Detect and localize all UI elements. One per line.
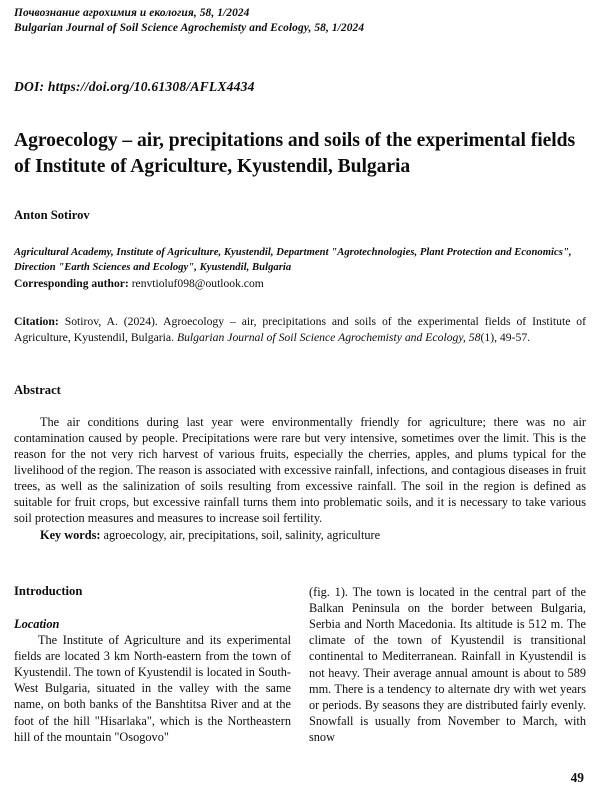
running-head <box>14 6 586 36</box>
article-title: Agroecology – air, precipitations and soils of the experimental fields of Institute of Agriculture, Kyustendil, Bulgaria <box>14 130 576 178</box>
column-left <box>14 584 291 746</box>
citation-block <box>14 314 586 345</box>
subsection-heading-location: Location <box>14 616 60 631</box>
running-head-cyrillic: Почвознание агрохимия и екология, 58, 1/2024 <box>14 7 250 19</box>
column-right <box>309 584 586 746</box>
citation-label: Citation: <box>14 315 59 329</box>
keywords-label: Key words: <box>40 528 101 543</box>
section-heading-introduction: Introduction <box>14 583 83 598</box>
body-columns <box>14 584 586 746</box>
keywords-value: agroecology, air, precipitations, soil, salinity, agriculture <box>103 528 381 543</box>
corresponding-author-email[interactable]: renvtioluf098@outlook.com <box>131 277 264 291</box>
author-affiliation: Agricultural Academy, Institute of Agriculture, Kyustendil, Department "Agrotechnologies, Plant Protection and Economics", Direction "Earth Sciences and Ecology", Kyustendil, Bulgaria <box>14 247 572 273</box>
corresponding-author-label: Corresponding author: <box>14 277 129 291</box>
keywords-line <box>14 527 586 543</box>
citation-journal: Bulgarian Journal of Soil Science Agrochemisty and Ecology, 58 <box>176 330 481 344</box>
intro-paragraph-left: The Institute of Agriculture and its experimental fields are located 3 km North-eastern from the town of Kyustendil. The town of Kyustendil is located in South-West Bulgaria, situated in the valley with the same name, on both banks of the Banshtitsa River and at the foot of the hill "Hisarlaka", which is the Northeastern hill of the mountain "Osogovo" <box>14 632 291 744</box>
page-number: 49 <box>570 770 584 785</box>
doi-line[interactable]: DOI: https://doi.org/10.61308/AFLX4434 <box>14 79 255 95</box>
abstract-text: The air conditions during last year were environmentally friendly for agriculture; there was no air contamination caused by people. Precipitations were rare but very intensive, sometimes over the limit. This is the reason for the not very rich harvest of various fruits, especially the cherries, apples, and plums typical for the livelihood of the region. The reason is associated with excessive rainfall, infections, and contagious diseases in fruit trees, as well as the salinization of soils resulting from excessive rainfall. The soil in the region is defined as suitable for fruit crops, but excessive rainfall turns them into problematic soils, and it is necessary to take various soil protection measures and measures to increase soil fertility. <box>14 414 586 526</box>
author-name: Anton Sotirov <box>14 208 90 223</box>
intro-paragraph-right: (fig. 1). The town is located in the central part of the Balkan Peninsula on the border between Bulgaria, Serbia and North Macedonia. Its altitude is 512 m. The climate of the town of Kyustendil is transitional continental to Mediterranean. Rainfall in Kyustendil is not heavy. Their average annual amount is about to 589 mm. There is a tendency to alternate dry with wet years or periods. By seasons they are distributed fairly evenly. Snowfall is usually from November to March, with snow <box>309 584 586 745</box>
corresponding-author <box>14 276 586 291</box>
abstract-heading: Abstract <box>14 382 61 397</box>
citation-pages: (1), 49-57. <box>480 330 531 344</box>
citation-text: Sotirov, A. (2024). Agroecology – air, precipitations and soils of the experimental fields of Institute of Agriculture, Kyustendil, Bulgaria. <box>14 315 587 344</box>
running-head-english: Bulgarian Journal of Soil Science Agrochemisty and Ecology, 58, 1/2024 <box>14 22 365 35</box>
